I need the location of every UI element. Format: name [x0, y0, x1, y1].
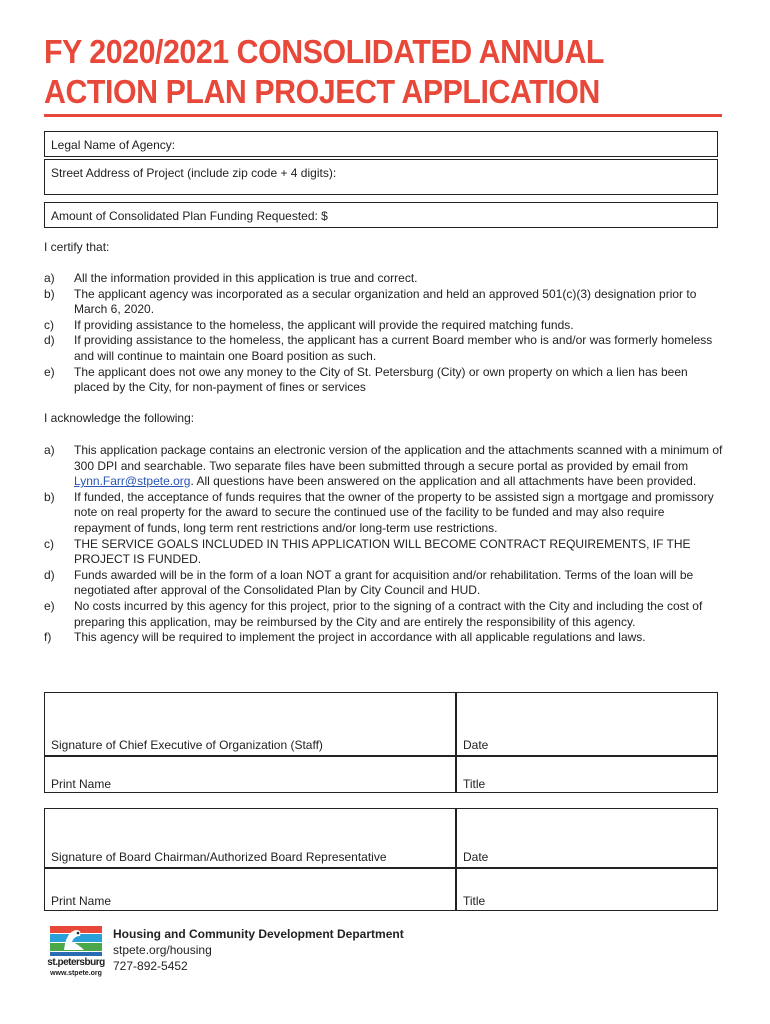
acknowledge-item-f: [44, 630, 724, 646]
certify-item-letter: e): [44, 364, 55, 379]
certify-list: [44, 271, 724, 396]
logo-wordmark: [44, 957, 108, 979]
signature-divider-horizontal: [45, 755, 717, 757]
acknowledge-list: [44, 443, 724, 646]
website-link[interactable]: stpete.org/housing: [113, 943, 212, 957]
acknowledge-item-letter: e): [44, 598, 55, 613]
acknowledge-item-letter: b): [44, 489, 55, 504]
certify-item-letter: b): [44, 286, 55, 301]
certify-label: I certify that:: [44, 240, 110, 254]
acknowledge-item-a-text-start: This application package contains an electronic version of the application and the attachments scanned with a minimum of 300 DPI and searchable. Two separate files have been submitted through a secure portal as provided by email from: [74, 443, 723, 473]
certify-item-text: If providing assistance to the homeless, the applicant has a current Board member who is and/or was formerly homeless and will continue to maintain one Board position as such.: [74, 333, 713, 363]
street-address-label: Street Address of Project (include zip code + 4 digits):: [51, 166, 337, 180]
footer-contact: [113, 926, 404, 974]
title-divider: [44, 114, 722, 117]
phone-number: 727-892-5452: [113, 959, 188, 973]
acknowledge-item-text: If funded, the acceptance of funds requires that the owner of the property to be assisted sign a mortgage and promissory note on real property for the award to secure the continued use of the facility to be funded and may also require repayment of funds, long term rent restrictions and/or long-term use restrictions.: [74, 489, 714, 535]
funding-amount-label: Amount of Consolidated Plan Funding Requested: $: [51, 209, 328, 223]
board-date-field[interactable]: Date: [463, 850, 489, 864]
acknowledge-item-letter: a): [44, 443, 55, 457]
certify-item-letter: c): [44, 317, 54, 332]
acknowledge-item-c: [44, 537, 724, 568]
acknowledge-item-a: [44, 443, 724, 490]
board-signature-block: [44, 808, 718, 911]
certify-item-a: [44, 271, 724, 287]
acknowledge-label: I acknowledge the following:: [44, 411, 195, 425]
acknowledge-item-d: [44, 568, 724, 599]
acknowledge-item-text: This agency will be required to implement the project in accordance with all applicable regulations and laws.: [74, 630, 646, 645]
acknowledge-item-text: [74, 443, 724, 490]
ceo-print-name-field[interactable]: Print Name: [51, 777, 112, 791]
certify-item-text: The applicant does not owe any money to the City of St. Petersburg (City) or own property on which a lien has been placed by the City, for non-payment of fines or services: [74, 364, 688, 395]
signature-divider-vertical: [455, 809, 457, 910]
email-link[interactable]: Lynn.Farr@stpete.org: [74, 474, 191, 489]
acknowledge-item-text: No costs incurred by this agency for this project, prior to the signing of a contract with the City and including the cost of preparing this application, may be reimbursed by the City and are entirely the responsibility of this agency.: [74, 598, 703, 629]
certify-item-d: [44, 333, 724, 364]
certify-item-text: All the information provided in this application is true and correct.: [74, 271, 418, 285]
acknowledge-item-letter: c): [44, 536, 54, 551]
certify-item-letter: d): [44, 333, 55, 348]
logo-url: www.stpete.org: [50, 970, 102, 977]
street-address-field[interactable]: [44, 159, 718, 195]
acknowledge-item-a-text-end: . All questions have been answered on the application and all attachments have been provided.: [190, 474, 697, 489]
board-print-name-field[interactable]: Print Name: [51, 894, 112, 908]
acknowledge-item-text: THE SERVICE GOALS INCLUDED IN THIS APPLICATION WILL BECOME CONTRACT REQUIREMENTS, IF THE PROJECT IS FUNDED.: [74, 536, 691, 567]
certify-item-text: The applicant agency was incorporated as a secular organization and held an approved 501(c)(3) designation prior to March 6, 2020.: [74, 286, 697, 317]
board-signature-field[interactable]: Signature of Board Chairman/Authorized Board Representative: [51, 850, 387, 864]
certify-item-c: [44, 318, 724, 334]
acknowledge-item-letter: d): [44, 567, 55, 582]
title-line-2: ACTION PLAN PROJECT APPLICATION: [44, 73, 600, 110]
department-name: Housing and Community Development Department: [113, 927, 404, 941]
acknowledge-item-letter: f): [44, 630, 52, 645]
ceo-date-field[interactable]: Date: [463, 738, 489, 752]
agency-name-label: Legal Name of Agency:: [51, 138, 176, 152]
ceo-title-field[interactable]: Title: [463, 777, 486, 791]
certify-item-b: [44, 287, 724, 318]
ceo-signature-field[interactable]: Signature of Chief Executive of Organization (Staff): [51, 738, 323, 752]
page-title: [44, 32, 679, 112]
signature-divider-vertical: [455, 693, 457, 792]
agency-name-field[interactable]: [44, 131, 718, 157]
ceo-signature-block: [44, 692, 718, 793]
title-line-1: FY 2020/2021 CONSOLIDATED ANNUAL: [44, 33, 605, 70]
logo-name: st.petersburg: [47, 957, 105, 968]
signature-divider-horizontal: [45, 867, 717, 869]
certify-item-letter: a): [44, 271, 55, 285]
certify-item-text: If providing assistance to the homeless, the applicant will provide the required matching funds.: [74, 317, 574, 332]
certify-item-e: [44, 365, 724, 396]
acknowledge-item-text: Funds awarded will be in the form of a loan NOT a grant for acquisition and/or rehabilitation. Terms of the loan will be negotiated after approval of the Consolidated Plan by City Council and HUD.: [74, 567, 694, 598]
acknowledge-item-b: [44, 490, 724, 537]
board-title-field[interactable]: Title: [463, 894, 486, 908]
acknowledge-item-e: [44, 599, 724, 630]
funding-amount-field[interactable]: [44, 202, 718, 228]
